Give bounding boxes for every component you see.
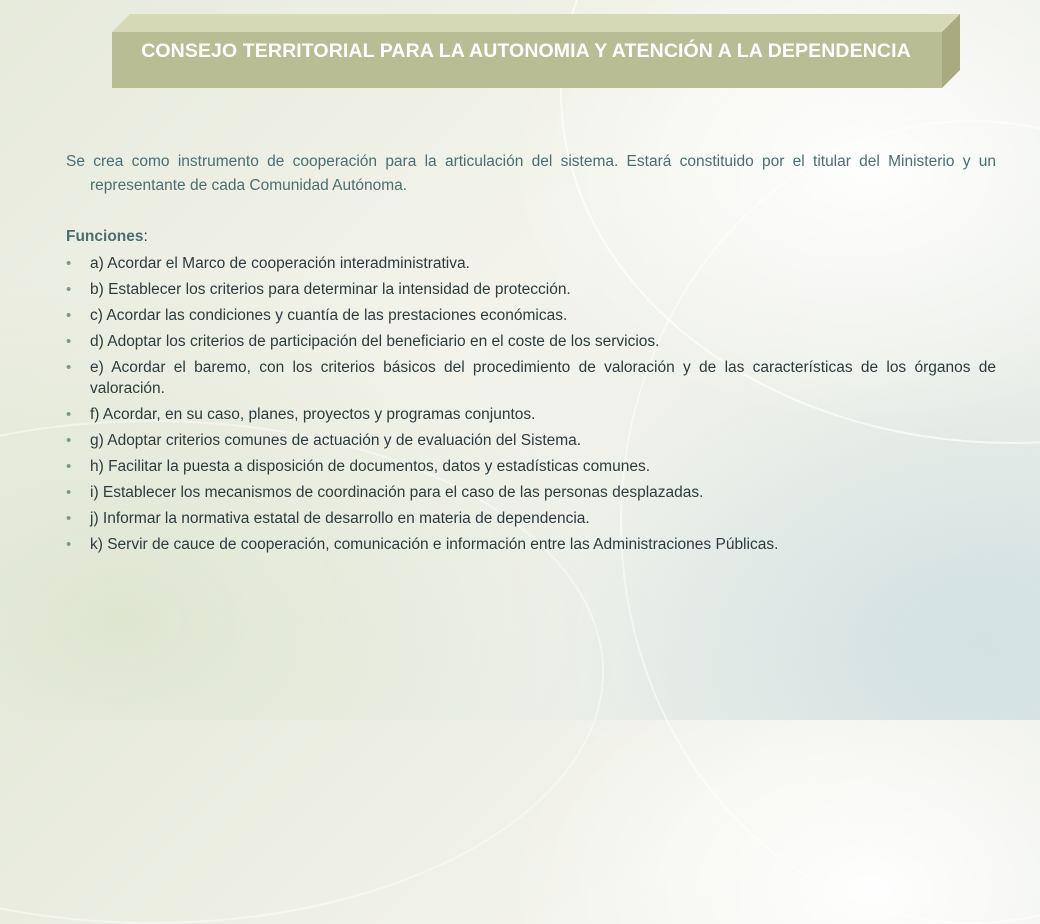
list-item xyxy=(66,456,996,477)
bullet-icon: • xyxy=(66,484,72,501)
main-content xyxy=(66,150,996,560)
list-item xyxy=(66,331,996,352)
list-item xyxy=(66,430,996,451)
list-item-text: h) Facilitar la puesta a disposición de documentos, datos y estadísticas comunes. xyxy=(90,458,651,475)
list-item-text: d) Adoptar los criterios de participación del beneficiario en el coste de los servicios. xyxy=(90,333,660,350)
list-item-text: g) Adoptar criterios comunes de actuación y de evaluación del Sistema. xyxy=(90,432,582,449)
list-item-text: a) Acordar el Marco de cooperación interadministrativa. xyxy=(90,255,470,272)
functions-heading xyxy=(66,225,996,249)
bullet-icon: • xyxy=(66,536,72,553)
list-item-text: b) Establecer los criterios para determinar la intensidad de protección. xyxy=(90,281,571,298)
bullet-icon: • xyxy=(66,406,72,423)
bullet-icon: • xyxy=(66,307,72,324)
list-item xyxy=(66,534,996,555)
list-item xyxy=(66,482,996,503)
list-item xyxy=(66,404,996,425)
intro-text: Se crea como instrumento de cooperación para la articulación del sistema. Estará constituido por el titular del Ministerio y un representante de cada Comunidad Autónoma. xyxy=(66,153,996,194)
list-item xyxy=(66,279,996,300)
list-item xyxy=(66,253,996,274)
list-item-text: c) Acordar las condiciones y cuantía de las prestaciones económicas. xyxy=(90,307,568,324)
list-item-text: k) Servir de cauce de cooperación, comunicación e información entre las Administraciones Públicas. xyxy=(90,536,779,553)
list-item xyxy=(66,357,996,399)
list-item-text: j) Informar la normativa estatal de desarrollo en materia de dependencia. xyxy=(90,510,590,527)
list-item xyxy=(66,508,996,529)
bullet-icon: • xyxy=(66,458,72,475)
bullet-icon: • xyxy=(66,432,72,449)
intro-paragraph xyxy=(66,150,996,198)
list-item-text: e) Acordar el baremo, con los criterios básicos del procedimiento de valoración y de las características de los órganos de valoración. xyxy=(90,359,996,397)
bullet-icon: • xyxy=(66,510,72,527)
title-banner xyxy=(112,14,960,90)
functions-heading-colon: : xyxy=(143,228,148,245)
list-item xyxy=(66,305,996,326)
bullet-icon: • xyxy=(66,359,72,376)
bullet-icon: • xyxy=(66,333,72,350)
bullet-icon: • xyxy=(66,281,72,298)
functions-list xyxy=(66,253,996,555)
list-item-text: i) Establecer los mecanismos de coordinación para el caso de las personas desplazadas. xyxy=(90,484,704,501)
page-title: CONSEJO TERRITORIAL PARA LA AUTONOMIA Y ATENCIÓN A LA DEPENDENCIA xyxy=(141,40,911,62)
functions-heading-label: Funciones xyxy=(66,228,144,245)
bullet-icon: • xyxy=(66,255,72,272)
list-item-text: f) Acordar, en su caso, planes, proyectos y programas conjuntos. xyxy=(90,406,536,423)
banner-text-area xyxy=(112,14,960,88)
